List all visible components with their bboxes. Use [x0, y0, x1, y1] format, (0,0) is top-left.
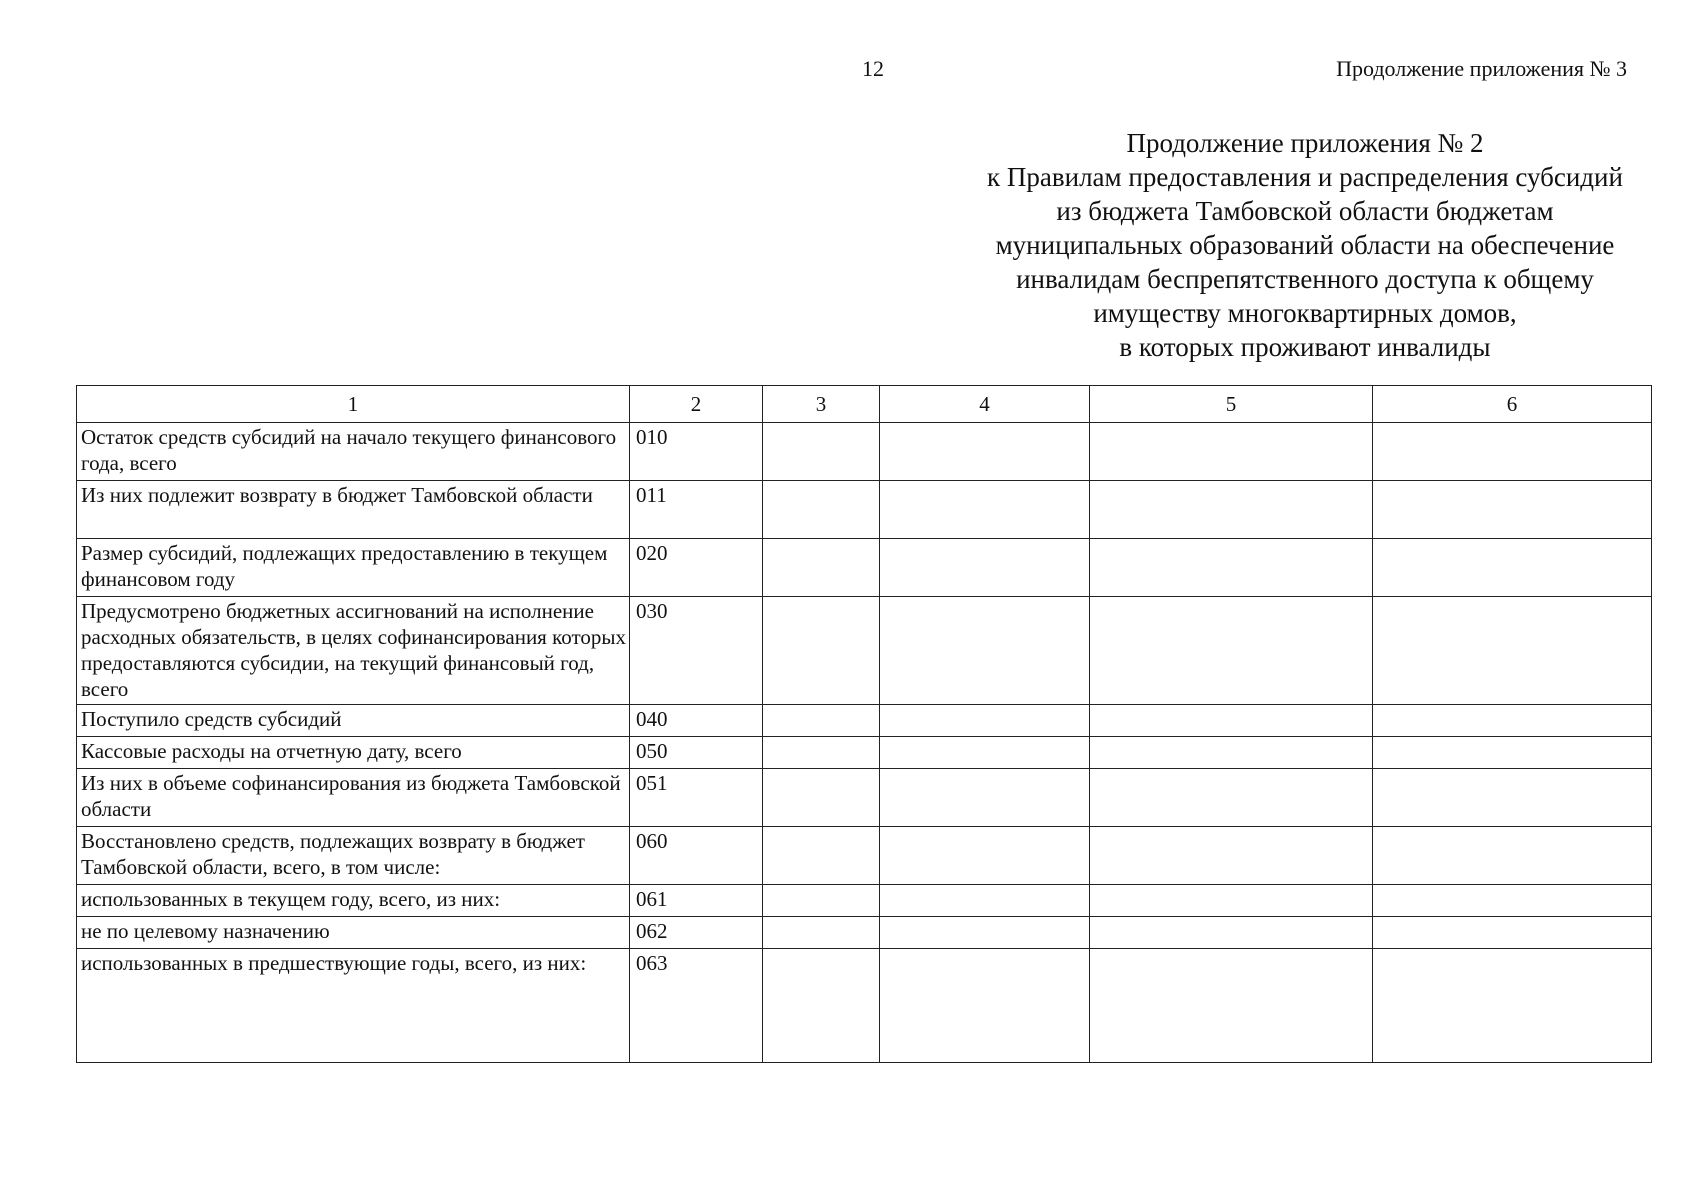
appendix-heading-line: инвалидам беспрепятственного доступа к общему — [1016, 264, 1594, 294]
appendix-heading-line: муниципальных образований области на обеспечение — [995, 230, 1615, 260]
appendix-heading-line: к Правилам предоставления и распределения субсидий — [987, 162, 1623, 192]
row-label: использованных в текущем году, всего, из них: — [77, 885, 630, 917]
table-cell — [763, 949, 880, 1063]
table-header-row — [77, 386, 1652, 423]
table-cell — [880, 597, 1090, 705]
table-cell — [1373, 917, 1652, 949]
table-cell — [763, 539, 880, 597]
table-row — [77, 885, 1652, 917]
row-code: 062 — [630, 917, 763, 949]
table-cell — [1090, 917, 1373, 949]
table-cell — [763, 769, 880, 827]
table-cell — [1090, 597, 1373, 705]
table-cell — [1373, 705, 1652, 737]
table-cell — [880, 769, 1090, 827]
row-code: 060 — [630, 827, 763, 885]
table-cell — [763, 423, 880, 481]
table-cell — [1090, 539, 1373, 597]
table-cell — [1090, 737, 1373, 769]
running-head: Продолжение приложения № 3 — [1336, 56, 1627, 81]
table-cell — [763, 705, 880, 737]
row-code: 011 — [630, 481, 763, 539]
report-table — [76, 385, 1652, 1063]
appendix-heading-line: Продолжение приложения № 2 — [1126, 128, 1484, 158]
row-label: Восстановлено средств, подлежащих возврату в бюджет Тамбовской области, всего, в том числе: — [77, 827, 630, 885]
table-cell — [880, 885, 1090, 917]
column-header: 5 — [1090, 386, 1373, 423]
row-code: 050 — [630, 737, 763, 769]
table-row — [77, 423, 1652, 481]
table-cell — [763, 481, 880, 539]
page-number: 12 — [862, 56, 884, 81]
row-label: Из них в объеме софинансирования из бюджета Тамбовской области — [77, 769, 630, 827]
table-cell — [880, 705, 1090, 737]
table-cell — [880, 827, 1090, 885]
column-header: 4 — [880, 386, 1090, 423]
table-cell — [1373, 539, 1652, 597]
table-cell — [880, 539, 1090, 597]
table-row — [77, 705, 1652, 737]
table-cell — [880, 737, 1090, 769]
row-label: Остаток средств субсидий на начало текущего финансового года, всего — [77, 423, 630, 481]
table-cell — [1090, 827, 1373, 885]
row-code: 063 — [630, 949, 763, 1063]
appendix-heading-line: в которых проживают инвалиды — [1119, 332, 1491, 362]
table-row — [77, 769, 1652, 827]
table-cell — [1090, 423, 1373, 481]
row-label: Кассовые расходы на отчетную дату, всего — [77, 737, 630, 769]
appendix-heading — [960, 126, 1650, 364]
table-cell — [1090, 769, 1373, 827]
table-row — [77, 737, 1652, 769]
table-row — [77, 917, 1652, 949]
table-cell — [763, 917, 880, 949]
table-row — [77, 827, 1652, 885]
table-cell — [1373, 481, 1652, 539]
row-label: Поступило средств субсидий — [77, 705, 630, 737]
table-row — [77, 539, 1652, 597]
table-cell — [763, 737, 880, 769]
column-header: 6 — [1373, 386, 1652, 423]
table-cell — [1090, 705, 1373, 737]
table-cell — [1373, 949, 1652, 1063]
row-label: Предусмотрено бюджетных ассигнований на исполнение расходных обязательств, в целях софинансирования которых предоставляются субсидии, на текущий финансовый год, всего — [77, 597, 630, 705]
table-cell — [880, 423, 1090, 481]
table-cell — [880, 481, 1090, 539]
row-code: 040 — [630, 705, 763, 737]
appendix-heading-line: имуществу многоквартирных домов, — [1093, 298, 1517, 328]
table-cell — [1373, 827, 1652, 885]
table-cell — [763, 597, 880, 705]
row-code: 010 — [630, 423, 763, 481]
row-code: 020 — [630, 539, 763, 597]
table-cell — [763, 827, 880, 885]
table-cell — [880, 917, 1090, 949]
table-cell — [1373, 769, 1652, 827]
table-cell — [763, 885, 880, 917]
table-cell — [880, 949, 1090, 1063]
row-label: использованных в предшествующие годы, всего, из них: — [77, 949, 630, 1063]
row-label: Из них подлежит возврату в бюджет Тамбовской области — [77, 481, 630, 539]
column-header: 3 — [763, 386, 880, 423]
column-header: 2 — [630, 386, 763, 423]
row-label: Размер субсидий, подлежащих предоставлению в текущем финансовом году — [77, 539, 630, 597]
table-cell — [1090, 949, 1373, 1063]
table-cell — [1090, 885, 1373, 917]
row-label: не по целевому назначению — [77, 917, 630, 949]
table-row — [77, 481, 1652, 539]
table-cell — [1373, 597, 1652, 705]
row-code: 061 — [630, 885, 763, 917]
table-cell — [1373, 885, 1652, 917]
table-row — [77, 949, 1652, 1063]
appendix-heading-line: из бюджета Тамбовской области бюджетам — [1056, 196, 1554, 226]
table-cell — [1090, 481, 1373, 539]
row-code: 051 — [630, 769, 763, 827]
table-cell — [1373, 737, 1652, 769]
column-header: 1 — [77, 386, 630, 423]
table-cell — [1373, 423, 1652, 481]
table-row — [77, 597, 1652, 705]
row-code: 030 — [630, 597, 763, 705]
